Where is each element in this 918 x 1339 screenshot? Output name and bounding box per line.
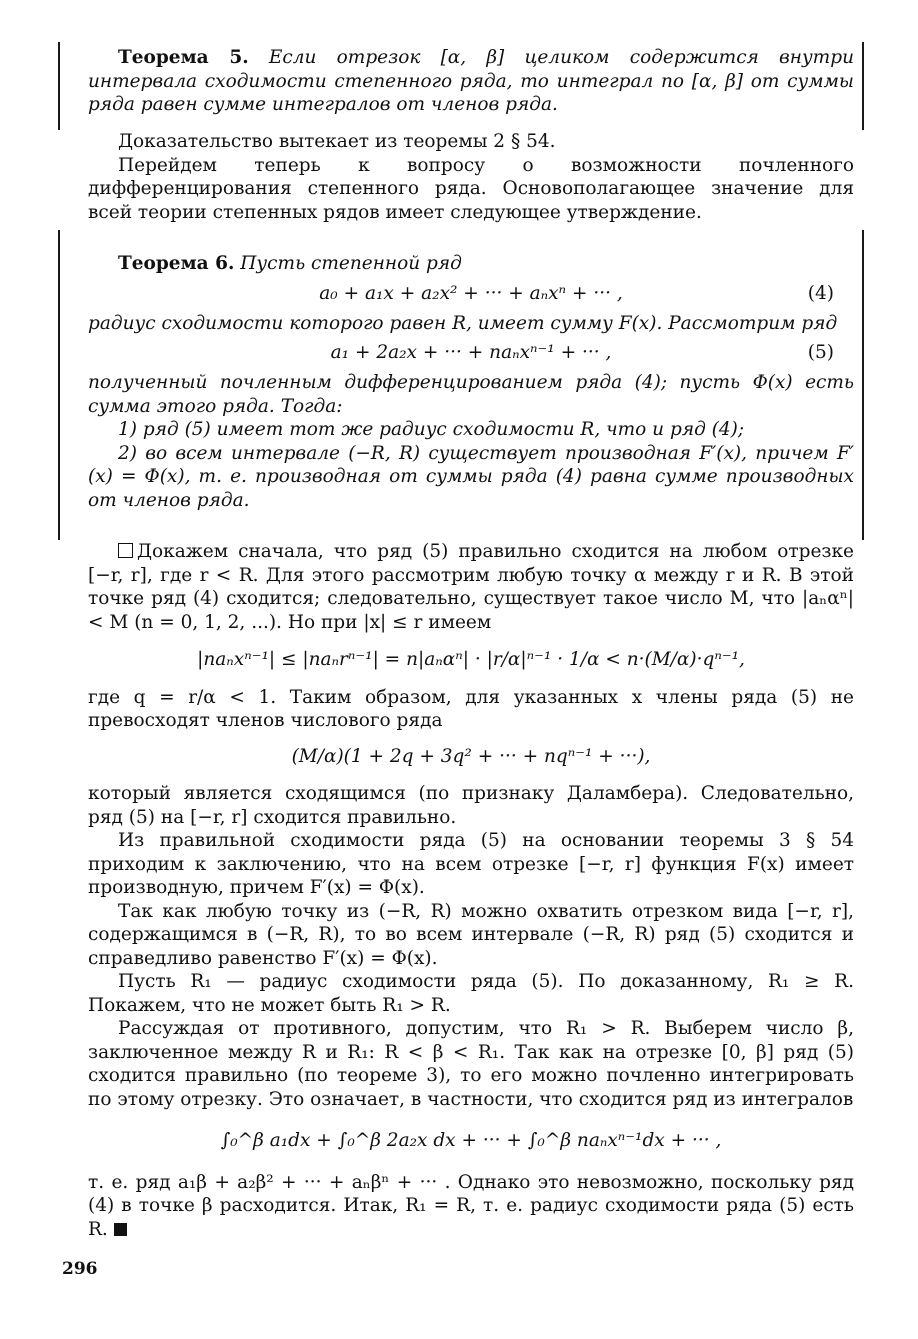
proof-paragraph-3: который является сходящимся (по признаку Даламбера). Следовательно, ряд (5) на [−r, r] сходится правильно.: [88, 783, 854, 828]
numeric-series: (M/α)(1 + 2q + 3q² + ··· + nqⁿ⁻¹ + ···),: [291, 745, 651, 767]
theorem-5-statement: Если отрезок [α, β] целиком содержится внутри интервала сходимости степенного ряда, то интеграл по [α, β] от суммы ряда равен сумме интегралов от членов ряда.: [88, 47, 854, 115]
equation-4-number: (4): [807, 282, 834, 304]
page-number: 296: [62, 1259, 98, 1279]
proof-paragraph-5: Так как любую точку из (−R, R) можно охватить отрезком вида [−r, r], содержащимся в (−R, R), то во всем интервале (−R, R) ряд (5) сходится и справедливо равенство F′(x) = Φ(x).: [88, 900, 854, 969]
intro-section: [88, 130, 854, 224]
theorem-6-heading: Теорема 6.: [118, 253, 235, 274]
proof-paragraph-7: Рассуждая от противного, допустим, что R₁ > R. Выберем число β, заключенное между R и R₁: R < β < R₁. Так как на отрезке [0, β] ряд (5) сходится правильно (по теореме 3), то его можно почленно интегрировать по этому отрезку. Это означает, в частности, что сходится ряд из интегралов: [88, 1018, 854, 1110]
theorem-6-after: полученный почленным дифференцированием ряда (4); пусть Φ(x) есть сумма этого ряда. Тогда:: [88, 372, 854, 417]
equation-4: a₀ + a₁x + a₂x² + ··· + aₙxⁿ + ··· ,: [319, 282, 623, 304]
proof-paragraph-2: где q = r/α < 1. Таким образом, для указанных x члены ряда (5) не превосходят членов числового ряда: [88, 686, 854, 731]
integral-series: ∫₀^β a₁dx + ∫₀^β 2a₂x dx + ··· + ∫₀^β naₙxⁿ⁻¹dx + ··· ,: [220, 1130, 722, 1151]
theorem-6-item-2: 2) во всем интервале (−R, R) существует производная F′(x), причем F′(x) = Φ(x), т. е. производная от суммы ряда (4) равна сумме производных от членов ряда.: [88, 442, 854, 511]
proof: [88, 540, 854, 1241]
theorem-5: [88, 46, 854, 117]
theorem-6-lead: Пусть степенной ряд: [240, 253, 462, 274]
proof-paragraph-1: Докажем сначала, что ряд (5) правильно сходится на любом отрезке [−r, r], где r < R. Для этого рассмотрим любую точку α между r и R. В этой точке ряд (4) сходится; следовательно, существует такое число M, что |aₙαⁿ| < M (n = 0, 1, 2, ...). Но при |x| ≤ r имеем: [88, 541, 854, 633]
proof-paragraph-4: Из правильной сходимости ряда (5) на основании теоремы 3 § 54 приходим к заключению, что на всем отрезке [−r, r] функция F(x) имеет производную, причем F′(x) = Φ(x).: [88, 830, 854, 898]
proof-paragraph-6: Пусть R₁ — радиус сходимости ряда (5). По доказанному, R₁ ≥ R. Покажем, что не может быть R₁ > R.: [88, 971, 854, 1016]
theorem-6-item-1: 1) ряд (5) имеет тот же радиус сходимости R, что и ряд (4);: [118, 419, 745, 440]
equation-5: a₁ + 2a₂x + ··· + naₙxⁿ⁻¹ + ··· ,: [330, 342, 612, 363]
proof-start-icon: [118, 543, 133, 558]
equation-5-number: (5): [807, 342, 834, 363]
theorem-5-heading: Теорема 5.: [118, 47, 249, 68]
proof-reference: Доказательство вытекает из теоремы 2 § 54.: [118, 131, 556, 152]
bound-inequality: |naₙxⁿ⁻¹| ≤ |naₙrⁿ⁻¹| = n|aₙαⁿ| · |r/α|ⁿ⁻¹ · 1/α < n·(M/α)·qⁿ⁻¹,: [197, 649, 745, 670]
qed-icon: [114, 1223, 127, 1236]
intro-paragraph: Перейдем теперь к вопросу о возможности почленного дифференцирования степенного ряда. Основополагающее значение для всей теории степенных рядов имеет следующее утверждение.: [88, 154, 854, 223]
theorem-6: [88, 252, 854, 512]
proof-paragraph-8: т. е. ряд a₁β + a₂β² + ··· + aₙβⁿ + ··· . Однако это невозможно, поскольку ряд (4) в точке β расходится. Итак, R₁ = R, т. е. радиус сходимости ряда (5) есть R.: [88, 1171, 854, 1240]
theorem-6-middle: радиус сходимости которого равен R, имеет сумму F(x). Рассмотрим ряд: [88, 312, 838, 334]
